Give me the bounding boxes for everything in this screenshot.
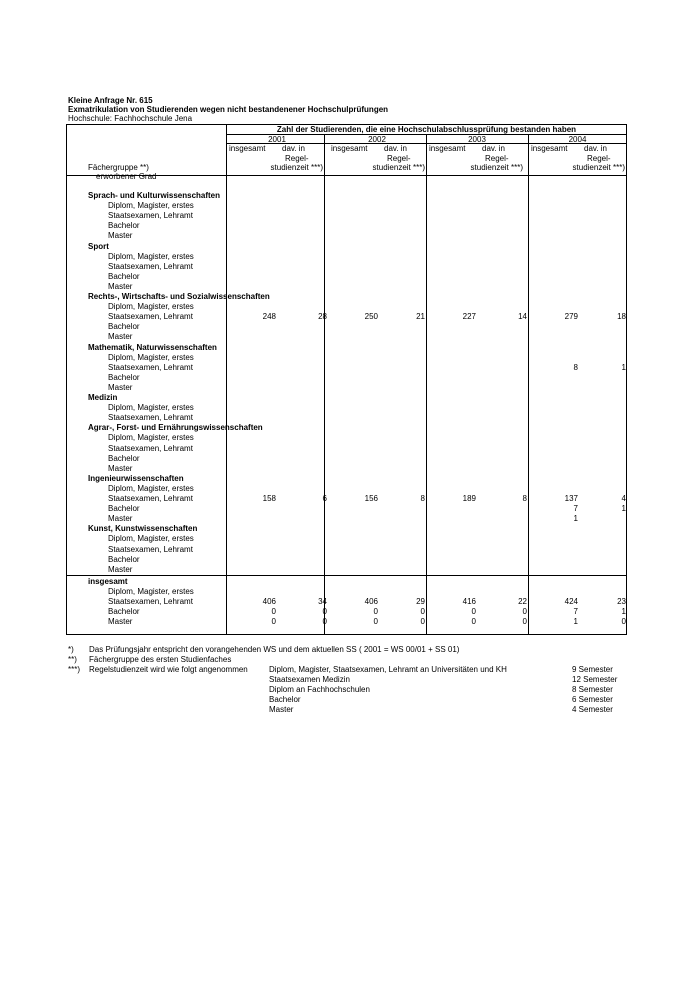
value-regular: 1 xyxy=(621,607,626,617)
value-regular: 0 xyxy=(522,607,527,617)
row-label: Diplom, Magister, erstes xyxy=(108,201,194,211)
value-regular: 0 xyxy=(322,607,327,617)
col-header-total: insgesamt xyxy=(429,144,466,153)
value-total: 0 xyxy=(471,607,476,617)
group-heading: Mathematik, Naturwissenschaften xyxy=(88,342,217,352)
total-top-rule xyxy=(66,575,627,576)
value-regular: 1 xyxy=(621,504,626,514)
row-label: Master xyxy=(108,382,133,392)
value-total: 406 xyxy=(364,597,378,607)
year-header-2003: 2003 xyxy=(468,135,486,144)
value-total: 227 xyxy=(462,312,476,322)
value-regular: 0 xyxy=(621,617,626,627)
document-subtitle: Exmatrikulation von Studierenden wegen nicht bestandenener Hochschulprüfungen xyxy=(68,105,389,114)
row-label: Master xyxy=(108,231,133,241)
row-label: Bachelor xyxy=(108,271,140,281)
footnote-1-mark: *) xyxy=(68,645,74,654)
footnote-2-text: Fächergruppe des ersten Studienfaches xyxy=(89,655,232,664)
value-regular: 29 xyxy=(416,597,425,607)
row-label: Diplom, Magister, erstes xyxy=(108,352,194,362)
year-divider-3 xyxy=(528,134,529,635)
col-header-regular-1: dav. in xyxy=(482,144,505,153)
col-header-regular-3: studienzeit ***) xyxy=(572,163,625,172)
value-regular: 34 xyxy=(318,597,327,607)
row-label: Staatsexamen, Lehramt xyxy=(108,362,193,372)
duration-label: Bachelor xyxy=(269,695,301,704)
row-label: Master xyxy=(108,617,133,627)
footnote-3-mark: ***) xyxy=(68,665,81,674)
document-title: Kleine Anfrage Nr. 615 xyxy=(68,96,153,105)
row-label: Staatsexamen, Lehramt xyxy=(108,597,193,607)
col-header-regular-3: studienzeit ***) xyxy=(270,163,323,172)
value-total: 0 xyxy=(271,607,276,617)
value-total: 0 xyxy=(471,617,476,627)
row-label: Staatsexamen, Lehramt xyxy=(108,544,193,554)
value-total: 156 xyxy=(364,494,378,503)
row-label: Bachelor xyxy=(108,322,140,332)
row-label: Diplom, Magister, erstes xyxy=(108,433,194,443)
total-heading: insgesamt xyxy=(88,577,128,586)
duration-label: Master xyxy=(269,705,294,714)
row-label: Staatsexamen, Lehramt xyxy=(108,413,193,423)
value-regular: 1 xyxy=(621,362,626,372)
value-regular: 18 xyxy=(617,312,626,322)
col-header-regular-1: dav. in xyxy=(282,144,305,153)
value-total: 279 xyxy=(564,312,578,322)
year-header-2001: 2001 xyxy=(268,135,286,144)
row-label: Staatsexamen, Lehramt xyxy=(108,312,193,322)
row-label: Diplom, Magister, erstes xyxy=(108,302,194,312)
value-total: 0 xyxy=(373,607,378,617)
value-total: 248 xyxy=(262,312,276,322)
group-heading: Ingenieurwissenschaften xyxy=(88,473,184,483)
group-heading: Kunst, Kunstwissenschaften xyxy=(88,524,198,534)
footnote-1-text: Das Prüfungsjahr entspricht den vorangehenden WS und dem aktuellen SS ( 2001 = WS 00/01 + SS 01) xyxy=(89,645,460,654)
col-header-regular-2: Regel- xyxy=(587,154,611,163)
row-label: Staatsexamen, Lehramt xyxy=(108,494,193,503)
value-regular: 0 xyxy=(522,617,527,627)
value-regular: 6 xyxy=(322,494,327,503)
value-total: 0 xyxy=(373,617,378,627)
row-label: Master xyxy=(108,514,133,524)
value-regular: 0 xyxy=(322,617,327,627)
row-label: Bachelor xyxy=(108,221,140,231)
value-total: 137 xyxy=(564,494,578,503)
value-total: 1 xyxy=(573,617,578,627)
value-total: 0 xyxy=(271,617,276,627)
value-total: 406 xyxy=(262,597,276,607)
institution-label: Hochschule: Fachhochschule Jena xyxy=(68,114,193,123)
col-header-total: insgesamt xyxy=(331,144,368,153)
row-label: Diplom, Magister, erstes xyxy=(108,587,194,597)
group-heading: Medizin xyxy=(88,393,118,402)
value-regular: 14 xyxy=(518,312,527,322)
value-total: 416 xyxy=(462,597,476,607)
row-label: Master xyxy=(108,332,133,342)
group-heading: Rechts-, Wirtschafts- und Sozialwissenschaften xyxy=(88,292,270,301)
col-header-total: insgesamt xyxy=(229,144,266,153)
value-total: 189 xyxy=(462,494,476,503)
value-regular: 4 xyxy=(621,494,626,503)
row-label: Staatsexamen, Lehramt xyxy=(108,211,193,221)
row-label: Master xyxy=(108,564,133,574)
group-heading: Sprach- und Kulturwissenschaften xyxy=(88,191,221,200)
col-header-regular-2: Regel- xyxy=(485,154,509,163)
col-header-regular-1: dav. in xyxy=(584,144,607,153)
col-header-regular-2: Regel- xyxy=(387,154,411,163)
duration-value: 6 Semester xyxy=(572,695,613,704)
value-total: 250 xyxy=(364,312,378,322)
year-divider-2 xyxy=(426,134,427,635)
value-regular: 21 xyxy=(416,312,425,322)
footnote-3-text: Regelstudienzeit wird wie folgt angenommen xyxy=(89,665,248,674)
label-column-divider xyxy=(226,124,227,635)
value-total: 8 xyxy=(573,362,578,372)
value-total: 158 xyxy=(262,494,276,503)
row-label: Diplom, Magister, erstes xyxy=(108,251,194,261)
duration-value: 8 Semester xyxy=(572,685,613,694)
row-label: Diplom, Magister, erstes xyxy=(108,483,194,493)
row-label: Diplom, Magister, erstes xyxy=(108,403,194,413)
value-regular: 22 xyxy=(518,597,527,607)
value-regular: 23 xyxy=(617,597,626,607)
value-total: 424 xyxy=(564,597,578,607)
value-regular: 0 xyxy=(420,607,425,617)
row-label: Master xyxy=(108,463,133,473)
value-total: 7 xyxy=(573,607,578,617)
col-header-total: insgesamt xyxy=(531,144,568,153)
row-label: Diplom, Magister, erstes xyxy=(108,534,194,544)
duration-value: 4 Semester xyxy=(572,705,613,714)
row-label: Staatsexamen, Lehramt xyxy=(108,443,193,453)
duration-label: Diplom, Magister, Staatsexamen, Lehramt an Universitäten und KH xyxy=(269,665,507,674)
row-header-group: Fächergruppe **) xyxy=(88,163,149,172)
year-header-2002: 2002 xyxy=(368,135,386,144)
row-label: Bachelor xyxy=(108,372,140,382)
group-heading: Agrar-, Forst- und Ernährungswissenschaften xyxy=(88,423,263,433)
value-regular: 28 xyxy=(318,312,327,322)
value-regular: 0 xyxy=(420,617,425,627)
row-label: Staatsexamen, Lehramt xyxy=(108,261,193,271)
value-regular: 8 xyxy=(522,494,527,503)
row-label: Master xyxy=(108,281,133,291)
group-heading: Sport xyxy=(88,241,109,251)
col-header-regular-3: studienzeit ***) xyxy=(372,163,425,172)
value-regular: 8 xyxy=(420,494,425,503)
col-header-regular-1: dav. in xyxy=(384,144,407,153)
footnote-2-mark: **) xyxy=(68,655,77,664)
row-label: Bachelor xyxy=(108,607,140,617)
value-total: 7 xyxy=(573,504,578,514)
row-header-degree: erworbener Grad xyxy=(96,172,157,181)
col-header-regular-3: studienzeit ***) xyxy=(470,163,523,172)
duration-value: 9 Semester xyxy=(572,665,613,674)
duration-label: Staatsexamen Medizin xyxy=(269,675,350,684)
duration-value: 12 Semester xyxy=(572,675,618,684)
row-label: Bachelor xyxy=(108,453,140,463)
year-header-2004: 2004 xyxy=(568,135,587,144)
row-label: Bachelor xyxy=(108,554,140,564)
row-label: Bachelor xyxy=(108,504,140,514)
value-total: 1 xyxy=(573,514,578,524)
year-divider-1 xyxy=(324,134,325,635)
duration-label: Diplom an Fachhochschulen xyxy=(269,685,370,694)
span-header: Zahl der Studierenden, die eine Hochschulabschlussprüfung bestanden haben xyxy=(276,125,577,134)
col-header-regular-2: Regel- xyxy=(285,154,309,163)
